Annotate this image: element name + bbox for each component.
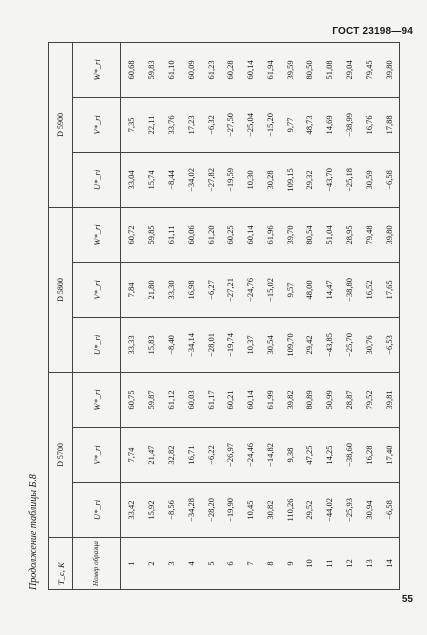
value-cell: 60,28 (220, 42, 240, 97)
value-cell: 15,74 (141, 152, 161, 207)
value-cell: 61,10 (161, 42, 181, 97)
value-cell: 10,30 (240, 152, 260, 207)
value-cell: 60,68 (121, 42, 142, 97)
value-cell: 15,83 (141, 317, 161, 372)
value-cell: 30,54 (260, 317, 280, 372)
value-cell: 80,54 (300, 207, 320, 262)
column-header: V*_ri (73, 262, 121, 317)
value-cell: −28,20 (201, 483, 221, 538)
table-row (240, 42, 260, 589)
table-caption: Продолжение таблицы Б.8 (28, 474, 39, 590)
value-cell: 33,33 (121, 317, 142, 372)
rotated-table-block (28, 42, 400, 590)
value-cell: −14,82 (260, 428, 280, 483)
value-cell: −8,44 (161, 152, 181, 207)
value-cell: −8,56 (161, 483, 181, 538)
value-cell: 109,70 (280, 317, 300, 372)
value-cell: 28,95 (339, 207, 359, 262)
table-row (379, 42, 400, 589)
value-cell: 80,50 (300, 42, 320, 97)
tc-header: T_c, K (49, 538, 73, 590)
table-row (220, 42, 240, 589)
value-cell: −34,14 (181, 317, 201, 372)
value-cell: 59,85 (141, 207, 161, 262)
value-cell: 14,47 (319, 262, 339, 317)
value-cell: 79,45 (359, 42, 379, 97)
column-header: U*_ri (73, 483, 121, 538)
value-cell: 59,87 (141, 372, 161, 427)
value-cell: −38,99 (339, 97, 359, 152)
value-cell: −15,02 (260, 262, 280, 317)
value-cell: −8,40 (161, 317, 181, 372)
value-cell: 60,14 (240, 42, 260, 97)
value-cell: 60,03 (181, 372, 201, 427)
value-cell: 48,00 (300, 262, 320, 317)
value-cell: 7,84 (121, 262, 142, 317)
value-cell: 61,11 (161, 207, 181, 262)
row-label-header: Номер образца (73, 538, 121, 590)
table-row (260, 42, 280, 589)
group-header: D 5900 (49, 42, 73, 207)
value-cell: 39,80 (379, 207, 400, 262)
value-cell: −44,02 (319, 483, 339, 538)
value-cell: 7,74 (121, 428, 142, 483)
value-cell: 33,04 (121, 152, 142, 207)
value-cell: 10,37 (240, 317, 260, 372)
value-cell: −28,01 (201, 317, 221, 372)
value-cell: 79,48 (359, 207, 379, 262)
value-cell: −25,18 (339, 152, 359, 207)
value-cell: 60,14 (240, 207, 260, 262)
value-cell: 28,87 (339, 372, 359, 427)
value-cell: −34,02 (181, 152, 201, 207)
value-cell: 61,20 (201, 207, 221, 262)
value-cell: 17,40 (379, 428, 400, 483)
group-header: D 5700 (49, 372, 73, 537)
value-cell: 9,57 (280, 262, 300, 317)
page-number: 55 (401, 594, 413, 605)
value-cell: 50,99 (319, 372, 339, 427)
value-cell: 39,70 (280, 207, 300, 262)
value-cell: 60,75 (121, 372, 142, 427)
sample-number-cell: 5 (201, 538, 221, 590)
value-cell: −25,70 (339, 317, 359, 372)
sample-number-cell: 1 (121, 538, 142, 590)
value-cell: −43,85 (319, 317, 339, 372)
table-row (181, 42, 201, 589)
table-row (339, 42, 359, 589)
value-cell: −34,28 (181, 483, 201, 538)
value-cell: 29,42 (300, 317, 320, 372)
value-cell: 39,80 (379, 42, 400, 97)
sample-number-cell: 10 (300, 538, 320, 590)
value-cell: 9,38 (280, 428, 300, 483)
value-cell: 16,76 (359, 97, 379, 152)
value-cell: 21,80 (141, 262, 161, 317)
sample-number-cell: 7 (240, 538, 260, 590)
value-cell: −27,21 (220, 262, 240, 317)
value-cell: 80,89 (300, 372, 320, 427)
sample-number-cell: 3 (161, 538, 181, 590)
value-cell: −25,04 (240, 97, 260, 152)
value-cell: 61,99 (260, 372, 280, 427)
table-row (141, 42, 161, 589)
document-header: ГОСТ 23198—94 (332, 26, 413, 37)
value-cell: 29,52 (300, 483, 320, 538)
sample-number-cell: 6 (220, 538, 240, 590)
value-cell: 10,45 (240, 483, 260, 538)
value-cell: 61,96 (260, 207, 280, 262)
value-cell: 109,15 (280, 152, 300, 207)
sample-number-cell: 4 (181, 538, 201, 590)
value-cell: 110,26 (280, 483, 300, 538)
value-cell: 16,71 (181, 428, 201, 483)
group-header: D 5800 (49, 207, 73, 372)
value-cell: 30,82 (260, 483, 280, 538)
value-cell: 59,83 (141, 42, 161, 97)
data-table (48, 42, 400, 590)
value-cell: 39,81 (379, 372, 400, 427)
column-header: V*_ri (73, 428, 121, 483)
table-row (300, 42, 320, 589)
value-cell: 16,28 (359, 428, 379, 483)
value-cell: −6,27 (201, 262, 221, 317)
value-cell: 16,52 (359, 262, 379, 317)
column-header: W*_ri (73, 42, 121, 97)
value-cell: 39,82 (280, 372, 300, 427)
value-cell: −26,97 (220, 428, 240, 483)
value-cell: 7,35 (121, 97, 142, 152)
value-cell: 60,09 (181, 42, 201, 97)
column-header: U*_ri (73, 152, 121, 207)
value-cell: 61,94 (260, 42, 280, 97)
value-cell: 61,17 (201, 372, 221, 427)
value-cell: 17,88 (379, 97, 400, 152)
value-cell: 21,47 (141, 428, 161, 483)
table-row (161, 42, 181, 589)
value-cell: −27,82 (201, 152, 221, 207)
table-body (121, 42, 400, 589)
value-cell: 47,25 (300, 428, 320, 483)
value-cell: 39,59 (280, 42, 300, 97)
value-cell: −43,70 (319, 152, 339, 207)
value-cell: 32,82 (161, 428, 181, 483)
value-cell: −6,58 (379, 483, 400, 538)
value-cell: 14,25 (319, 428, 339, 483)
value-cell: 29,32 (300, 152, 320, 207)
value-cell: 33,42 (121, 483, 142, 538)
sample-number-cell: 12 (339, 538, 359, 590)
sample-number-cell: 11 (319, 538, 339, 590)
sample-number-cell: 13 (359, 538, 379, 590)
value-cell: 60,21 (220, 372, 240, 427)
sample-number-cell: 9 (280, 538, 300, 590)
value-cell: 60,14 (240, 372, 260, 427)
value-cell: −24,76 (240, 262, 260, 317)
value-cell: 61,12 (161, 372, 181, 427)
value-cell: 22,11 (141, 97, 161, 152)
table-row (201, 42, 221, 589)
value-cell: −25,93 (339, 483, 359, 538)
value-cell: 17,23 (181, 97, 201, 152)
value-cell: −24,46 (240, 428, 260, 483)
value-cell: −6,32 (201, 97, 221, 152)
value-cell: 61,23 (201, 42, 221, 97)
table-row (359, 42, 379, 589)
column-header: V*_ri (73, 97, 121, 152)
value-cell: 51,04 (319, 207, 339, 262)
value-cell: 29,04 (339, 42, 359, 97)
value-cell: 30,28 (260, 152, 280, 207)
value-cell: 33,30 (161, 262, 181, 317)
value-cell: 30,76 (359, 317, 379, 372)
column-header: U*_ri (73, 317, 121, 372)
value-cell: −6,22 (201, 428, 221, 483)
value-cell: 17,65 (379, 262, 400, 317)
column-header: W*_ri (73, 372, 121, 427)
value-cell: 16,98 (181, 262, 201, 317)
value-cell: −27,50 (220, 97, 240, 152)
value-cell: −15,20 (260, 97, 280, 152)
value-cell: 60,25 (220, 207, 240, 262)
value-cell: 48,73 (300, 97, 320, 152)
value-cell: 79,52 (359, 372, 379, 427)
value-cell: 33,76 (161, 97, 181, 152)
value-cell: −6,53 (379, 317, 400, 372)
value-cell: 60,06 (181, 207, 201, 262)
table-row (280, 42, 300, 589)
value-cell: −38,80 (339, 262, 359, 317)
value-cell: −6,58 (379, 152, 400, 207)
value-cell: 14,69 (319, 97, 339, 152)
value-cell: 15,92 (141, 483, 161, 538)
table-row (319, 42, 339, 589)
sample-number-cell: 2 (141, 538, 161, 590)
value-cell: −19,90 (220, 483, 240, 538)
sample-number-cell: 14 (379, 538, 400, 590)
value-cell: 60,72 (121, 207, 142, 262)
sample-number-cell: 8 (260, 538, 280, 590)
value-cell: 30,94 (359, 483, 379, 538)
table-row (121, 42, 142, 589)
value-cell: −19,74 (220, 317, 240, 372)
column-header: W*_ri (73, 207, 121, 262)
value-cell: 51,08 (319, 42, 339, 97)
value-cell: −38,60 (339, 428, 359, 483)
value-cell: −19,59 (220, 152, 240, 207)
value-cell: 9,77 (280, 97, 300, 152)
value-cell: 30,59 (359, 152, 379, 207)
